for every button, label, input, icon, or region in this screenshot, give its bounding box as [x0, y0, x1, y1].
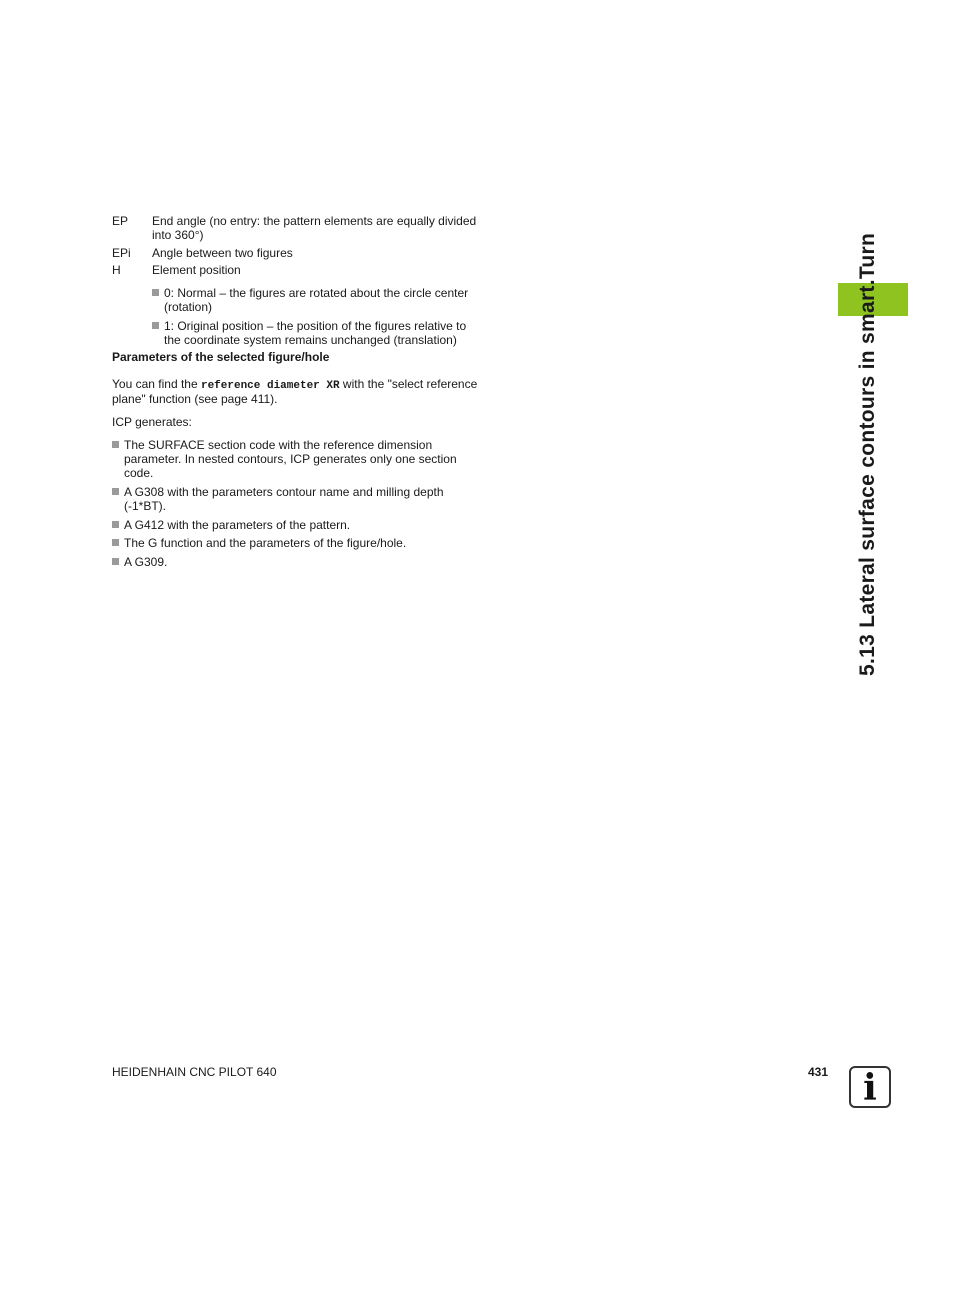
section-heading: Parameters of the selected figure/hole	[112, 350, 330, 364]
intro-line2: plane" function (see page 411).	[112, 392, 278, 406]
list-item-cont: (-1*BT).	[124, 499, 166, 513]
param-desc-h: Element position	[152, 263, 241, 277]
param-desc-ep-line2: into 360°)	[152, 228, 204, 242]
h-option-0-line2: (rotation)	[164, 300, 213, 314]
bullet-square-icon	[112, 539, 119, 546]
h-option-1-line1: 1: Original position – the position of the figures relative to	[152, 319, 466, 333]
chapter-title: 5.13 Lateral surface contours in smart.Turn	[856, 232, 879, 676]
bullet-square-icon	[112, 488, 119, 495]
param-key-epi: EPi	[112, 246, 131, 260]
list-item-cont: parameter. In nested contours, ICP generates only one section	[124, 452, 457, 466]
list-item: The SURFACE section code with the reference dimension	[112, 438, 432, 452]
list-item: A G412 with the parameters of the pattern.	[112, 518, 350, 532]
bullet-square-icon	[152, 322, 159, 329]
code-reference-diameter: reference diameter XR	[200, 380, 340, 392]
page-number: 431	[808, 1065, 829, 1079]
bullet-square-icon	[112, 521, 119, 528]
list-item-cont: code.	[124, 466, 154, 480]
h-option-1-line2: the coordinate system remains unchanged (translation)	[164, 333, 457, 347]
list-item: A G308 with the parameters contour name and milling depth	[112, 485, 444, 499]
param-desc-ep-line1: End angle (no entry: the pattern elements are equally divided	[152, 214, 477, 228]
list-item: The G function and the parameters of the figure/hole.	[112, 536, 406, 550]
icp-generates-label: ICP generates:	[112, 415, 192, 429]
param-key-h: H	[112, 263, 121, 277]
bullet-square-icon	[152, 289, 159, 296]
intro-line1: You can find the reference diameter XR with the "select reference	[112, 377, 478, 392]
param-key-ep: EP	[112, 214, 129, 228]
list-item: A G309.	[112, 555, 167, 569]
info-icon: i	[849, 1066, 891, 1108]
param-desc-epi: Angle between two figures	[152, 246, 293, 260]
bullet-square-icon	[112, 441, 119, 448]
footer-product: HEIDENHAIN CNC PILOT 640	[112, 1065, 277, 1079]
h-option-0-line1: 0: Normal – the figures are rotated about the circle center	[152, 286, 468, 300]
bullet-square-icon	[112, 558, 119, 565]
